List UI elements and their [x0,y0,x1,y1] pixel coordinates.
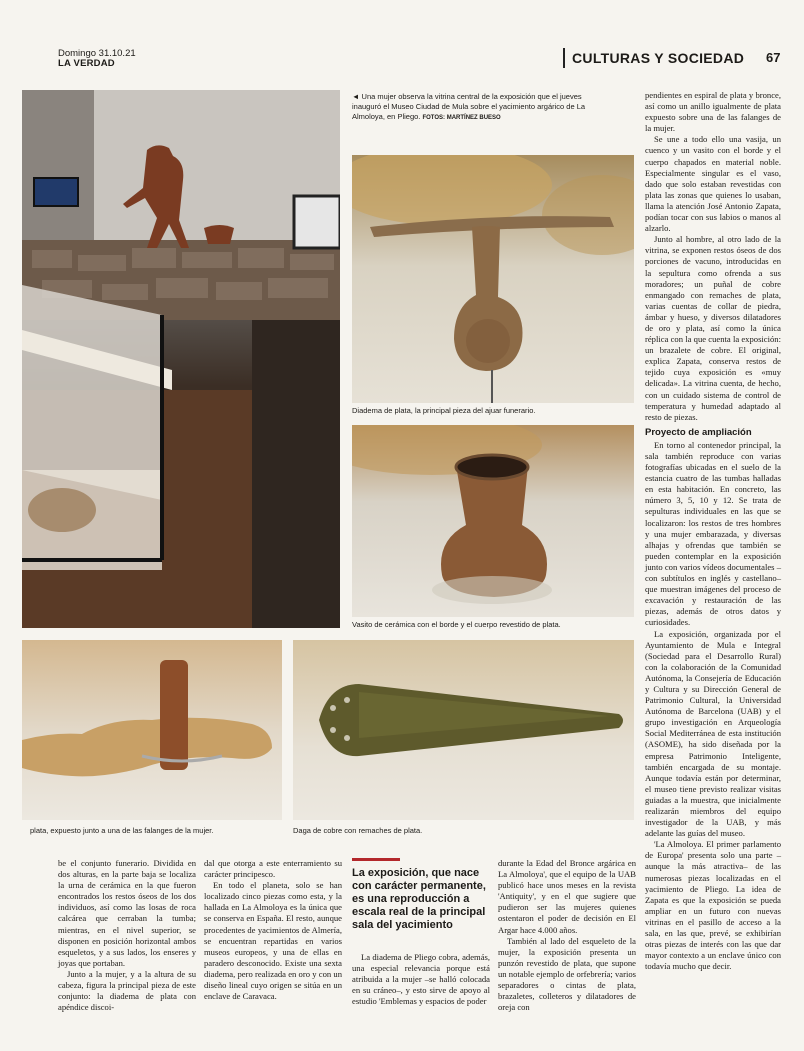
bottom-column-1 [58,858,196,1013]
bottom-column-2 [204,858,342,1002]
bottom-column-3 [352,952,490,1007]
diadem-caption: Diadema de plata, la principal pieza del ajuar funerario. [352,406,536,415]
silver-diadem-illustration [352,155,634,403]
bottom-column-4 [498,858,636,1013]
article-paragraph: Junto al hombre, al otro lado de la vitrina, se exponen restos óseos de dos porciones de vacuno, introducidas en la sepultura como ofrenda a sus moradores; un puñal de cobre enmangado con remaches de plata, varias cuentas de collar de piedra, ámbar y hueso, y diversos dilatadores de oro y plata, así como la única réplica con la que cuenta la exposición: un brazalete de cobre. El original, explica Zapata, conserva restos de tejido cuya exposición es «muy delicada». La vitrina cuenta, de hecho, con un cuidado sistema de control de temperatura y humedad adaptado al resto de piezas. [645,234,781,422]
article-paragraph: La exposición, organizada por el Ayuntamiento de Mula e Integral (Sociedad para el Desarrollo Rural) con la colaboración de la Comunidad Autónoma, la Consejería de Educación y Cultura y su Dirección General de Patrimonio Cultural, la Universidad Autónoma de Barcelona (UAB) y el grupo investigación en Arqueología Social Mediterránea de esta institución (ASOME), ha sido diseñada por la empresa Patrimonio Inteligente, también encargada de su montaje. Aunque todavía están por determinar, el museo tiene previsto realizar visitas guiadas a la muestra, que inicialmente realizarán miembros del equipo investigador de la UAB, y más adelante las guías del museo. [645,628,781,839]
article-paragraph: También al lado del esqueleto de la mujer, la exposición presenta un punzón revestido de plata, que supone un notable ejemplo de orfebrería; varios separadores o cintas de plata, brazaletes, colleteros y dilatadores de oreja con [498,935,636,1013]
article-paragraph: Se une a todo ello una vasija, un cuenco y un vasito con el borde y el cuerpo chapados en material noble. Especialmente singular es el vaso, dado que solo estaban revestidas con plata las zonas que quienes lo usaban, llama la atención José Antonio Zapata, podían tocar con sus labios o manos al alzarlo. [645,134,781,234]
main-photo-caption [352,92,612,123]
ceramic-cup-illustration [352,425,634,617]
dagger-caption: Daga de cobre con remaches de plata. [293,826,423,835]
article-paragraph: be el conjunto funerario. Dividida en dos alturas, en la parte baja se localiza la urna de cerámica en la que fueron encontrados los restos óseos de los dos individuos, así como las losas de roca calcárea que cerraban la tumba; mientras, en el nivel superior, se disponen en posición horizontal ambos esqueletos, y a sus lados, los enseres y joyas que portaban. [58,858,196,968]
article-paragraph: Junto a la mujer, y a la altura de su cabeza, figura la principal pieza de este conjunto: la diadema de plata con apéndice discoi- [58,968,196,1013]
pull-quote-accent [352,858,400,861]
subheading: Proyecto de ampliación [645,426,752,438]
article-paragraph: pendientes en espiral de plata y bronce, así como un anillo igualmente de plata expuesto sobre una de las falanges de la mujer. [645,90,781,134]
exhibition-room-illustration [22,90,340,628]
caption-arrow-icon: ◄ [352,92,360,101]
cup-photo [352,425,634,617]
article-paragraph: durante la Edad del Bronce argárica en La Almoloya', que el equipo de la UAB publicó hace unos meses en la revista 'Antiquity', y en el que sugiere que pudieron ser las mujeres quienes ostentaron el poder de decisión en El Argar hace 4.000 años. [498,858,636,935]
cup-caption: Vasito de cerámica con el borde y el cuerpo revestido de plata. [352,620,561,629]
pull-quote-text: La exposición, que nace con carácter permanente, es una reproducción a escala real de la principal sala del yacimiento [352,867,486,931]
article-paragraph: En torno al contenedor principal, la sala también reproduce con varias fotografías ubicadas en el suelo de la estancia cuatro de las tumbas halladas en esta habitación. En concreto, las número 3, 5, 10 y 12. Se trata de sepulturas individuales en las que se localizaron: los restos de tres hombres y una mujer embarazada, y diversas alhajas y ofrendas que también se pueden contemplar en la exposición junto con varios vídeos documentales –con subtítulos en inglés y castellano– que muestran imágenes del proceso de excavación y restauración de las piezas, además de otros datos y curiosidades. [645,439,781,628]
article-paragraph: dal que otorga a este enterramiento su carácter principesco. [204,858,342,880]
photo-credit: FOTOS: MARTÍNEZ BUESO [422,115,501,121]
section-title: CULTURAS Y SOCIEDAD [572,50,745,66]
copper-dagger-illustration [293,640,634,820]
dagger-photo [293,640,634,820]
article-paragraph: En todo el planeta, solo se han localizado cinco piezas como esta, y la hallada en La Almoloya es la única que se conserva en España. El resto, aunque procedentes de yacimientos de Almería, se encuentran repartidas en varios museos europeos, y una de ellas en paradero desconocido. Existe una sexta diadema, pero realizada en oro y con un diseño lineal cuyo origen se sitúa en un enclave de Caravaca. [204,880,342,1002]
main-caption-text: Una mujer observa la vitrina central de la exposición que el jueves inauguró el Museo Ciudad de Mula sobre el yacimiento argárico de La Almoloya, en Pliego. [352,92,586,121]
ring-on-phalanx-illustration [22,640,282,820]
article-paragraph: La diadema de Pliego cobra, además, una especial relevancia porque está atribuida a la mujer –se halló colocada en su cráneo–, y esto sirve de apoyo al estudio 'Emblemas y espacios de poder [352,952,490,1007]
page-number: 67 [766,50,781,65]
ring-caption: plata, expuesto junto a una de las falanges de la mujer. [30,826,214,835]
diadem-photo [352,155,634,403]
pull-quote [352,858,490,932]
header-divider [563,48,565,68]
ring-photo [22,640,282,820]
issue-date: Domingo 31.10.21 [58,48,136,59]
right-article-column [645,90,781,972]
newspaper-name: LA VERDAD [58,58,115,69]
main-photo-exhibition-room [22,90,340,628]
article-paragraph: 'La Almoloya. El primer parlamento de Europa' presenta solo una parte –aunque la más atractiva– de las numerosas piezas localizadas en el yacimiento de Pliego. La idea de Zapata es que la exposición se pueda ampliar en un futuro con nuevas vitrinas en el pasillo de acceso a la sala, en las que, prevé, se exhibirían otras piezas de interés con las que dar mayor contexto a un enclave único con todavía mucho que decir. [645,839,781,972]
